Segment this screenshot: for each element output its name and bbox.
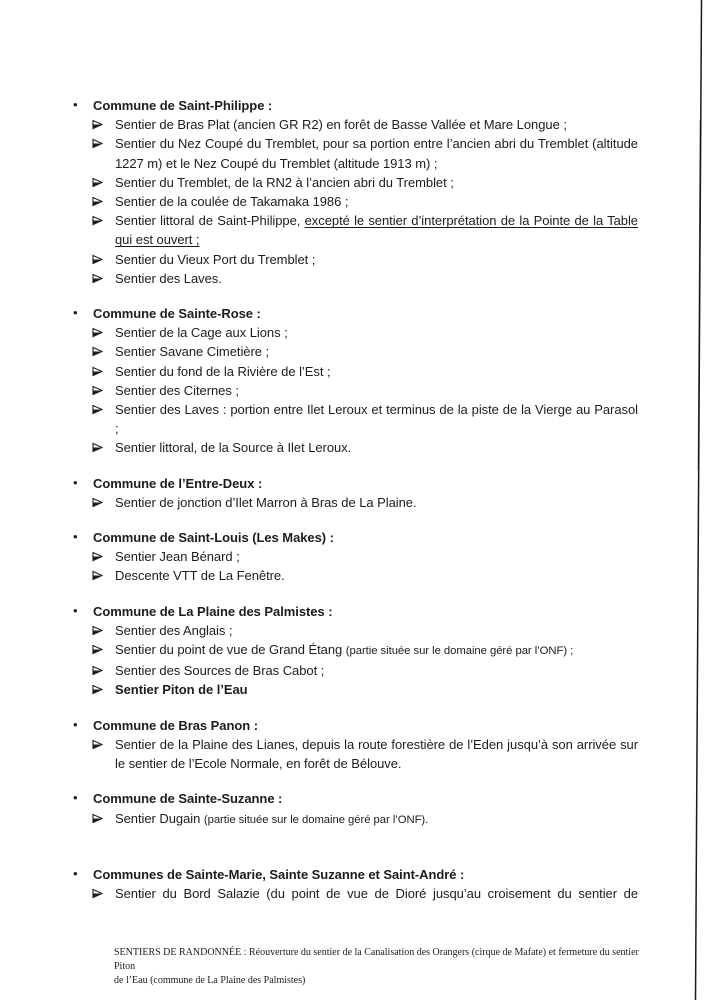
trail-item bbox=[72, 438, 638, 457]
trail-item bbox=[72, 680, 638, 699]
arrow-bullet-icon bbox=[92, 625, 103, 636]
trail-item bbox=[72, 547, 638, 566]
trail-item bbox=[72, 640, 638, 661]
trail-item-text: Sentier du Bord Salazie (du point de vue de Dioré jusqu’au croisement du sentier de bbox=[115, 885, 638, 901]
commune-title bbox=[72, 474, 638, 493]
arrow-bullet-icon bbox=[92, 346, 103, 357]
commune-title bbox=[72, 528, 638, 547]
trail-item bbox=[72, 493, 638, 512]
trail-item bbox=[72, 809, 638, 830]
trail-item-text: Sentier des Anglais ; bbox=[115, 622, 233, 638]
trail-item-text: Sentier de la Plaine des Lianes, depuis la route forestière de l’Eden jusqu’à son arrivée sur le sentier de l’Ecole Normale, en forêt de Bélouve. bbox=[115, 736, 638, 772]
commune-section bbox=[72, 602, 638, 700]
commune-title bbox=[72, 304, 638, 323]
trail-item bbox=[72, 342, 638, 361]
trail-item bbox=[72, 323, 638, 342]
trail-item-text: excepté le sentier d’interprétation de la Pointe de la Table qui est ouvert ; bbox=[115, 213, 638, 248]
arrow-bullet-icon bbox=[92, 196, 103, 207]
arrow-bullet-icon bbox=[92, 442, 103, 453]
commune-title-text: Communes de Sainte-Marie, Sainte Suzanne et Saint-André : bbox=[93, 866, 465, 882]
commune-title bbox=[72, 716, 638, 735]
arrow-bullet-icon bbox=[92, 888, 103, 899]
arrow-bullet-icon bbox=[92, 273, 103, 284]
trail-item-text: Sentier des Citernes ; bbox=[115, 382, 239, 398]
bullet-icon: • bbox=[73, 790, 78, 806]
trail-item bbox=[72, 211, 638, 249]
commune-section bbox=[72, 528, 638, 586]
trail-item bbox=[72, 362, 638, 381]
arrow-bullet-icon bbox=[92, 570, 103, 581]
trail-item-text: Sentier Jean Bénard ; bbox=[115, 549, 240, 565]
trail-item-text: Sentier du fond de la Rivière de l’Est ; bbox=[115, 363, 331, 379]
trail-item bbox=[72, 661, 638, 680]
commune-title-text: Commune de l’Entre-Deux : bbox=[93, 475, 263, 491]
arrow-bullet-icon bbox=[92, 119, 103, 130]
commune-title-text: Commune de Sainte-Suzanne : bbox=[93, 791, 283, 807]
trail-item bbox=[72, 884, 638, 903]
commune-section bbox=[72, 474, 638, 512]
footer-line: SENTIERS DE RANDONNÉE : Réouverture du sentier de la Canalisation des Orangers (cirque de Mafate) et fermeture du sentier Piton bbox=[114, 947, 639, 972]
trail-item-text: Sentier des Laves : portion entre Ilet Leroux et terminus de la piste de la Vierge au Parasol ; bbox=[115, 402, 638, 437]
commune-section bbox=[72, 789, 638, 829]
arrow-bullet-icon bbox=[92, 215, 103, 226]
trail-item bbox=[72, 621, 638, 640]
trail-item-text: (partie située sur le domaine géré par l’ONF) ; bbox=[345, 645, 574, 658]
trail-item bbox=[72, 269, 638, 288]
arrow-bullet-icon bbox=[92, 644, 103, 655]
arrow-bullet-icon bbox=[92, 813, 103, 824]
trail-item-text: Sentier littoral de Saint-Philippe, bbox=[115, 213, 305, 229]
trail-item-text: Sentier de la Cage aux Lions ; bbox=[115, 325, 288, 341]
trail-item-text: Sentier du Vieux Port du Tremblet ; bbox=[115, 251, 316, 267]
trail-item-text: Sentier Piton de l’Eau bbox=[115, 682, 248, 698]
arrow-bullet-icon bbox=[92, 327, 103, 338]
commune-title bbox=[72, 865, 638, 884]
trail-item-text: Sentier des Sources de Bras Cabot ; bbox=[115, 663, 325, 679]
bullet-icon: • bbox=[73, 97, 78, 112]
trail-item-text: Sentier de Bras Plat (ancien GR R2) en forêt de Basse Vallée et Mare Longue ; bbox=[115, 117, 567, 133]
trail-item-text: Sentier Dugain bbox=[115, 810, 204, 826]
commune-title bbox=[72, 96, 638, 115]
arrow-bullet-icon bbox=[92, 684, 103, 695]
commune-title-text: Commune de Sainte-Rose : bbox=[93, 306, 261, 322]
commune-title bbox=[72, 602, 638, 621]
trail-item bbox=[72, 735, 638, 773]
arrow-bullet-icon bbox=[92, 177, 103, 188]
trail-item bbox=[72, 400, 638, 438]
bullet-icon: • bbox=[73, 529, 78, 545]
trail-item-text: Sentier du Nez Coupé du Tremblet, pour sa portion entre l’ancien abri du Tremblet (altitude 1227 m) et le Nez Coupé du Tremblet (altitude 1913 m) ; bbox=[115, 136, 638, 171]
arrow-bullet-icon bbox=[92, 497, 103, 508]
arrow-bullet-icon bbox=[92, 551, 103, 562]
commune-section bbox=[72, 304, 638, 458]
trail-item-text: Sentier Savane Cimetière ; bbox=[115, 344, 270, 360]
trail-item-text: Sentier du Tremblet, de la RN2 à l’ancien abri du Tremblet ; bbox=[115, 174, 454, 190]
arrow-bullet-icon bbox=[92, 385, 103, 396]
trail-item bbox=[72, 381, 638, 400]
bullet-icon: • bbox=[73, 474, 78, 490]
arrow-bullet-icon bbox=[92, 404, 103, 415]
trail-item-text: Sentier de la coulée de Takamaka 1986 ; bbox=[115, 194, 349, 210]
bullet-icon: • bbox=[73, 865, 78, 881]
trail-item-text: (partie située sur le domaine géré par l’ONF). bbox=[203, 813, 429, 826]
trail-item-text: Sentier de jonction d’Ilet Marron à Bras de La Plaine. bbox=[115, 494, 417, 510]
arrow-bullet-icon bbox=[92, 138, 103, 149]
footer-line: de l’Eau (commune de La Plaine des Palmistes) bbox=[114, 975, 306, 986]
trail-item bbox=[72, 173, 638, 192]
commune-title bbox=[72, 789, 638, 808]
sections bbox=[72, 96, 638, 919]
commune-title-text: Commune de Bras Panon : bbox=[93, 717, 258, 733]
commune-title-text: Commune de Saint-Philippe : bbox=[93, 98, 273, 113]
trail-item bbox=[72, 115, 638, 134]
trail-item-text: Sentier littoral, de la Source à Ilet Leroux. bbox=[115, 440, 352, 456]
arrow-bullet-icon bbox=[92, 739, 103, 750]
bullet-icon: • bbox=[73, 716, 78, 732]
trail-item bbox=[72, 566, 638, 585]
trail-item bbox=[72, 250, 638, 269]
trail-item bbox=[72, 192, 638, 211]
commune-section bbox=[72, 96, 638, 288]
commune-section bbox=[72, 865, 638, 903]
arrow-bullet-icon bbox=[92, 366, 103, 377]
trail-item-text: Sentier du point de vue de Grand Étang bbox=[115, 642, 346, 658]
commune-section bbox=[72, 716, 638, 774]
arrow-bullet-icon bbox=[92, 665, 103, 676]
commune-title-text: Commune de La Plaine des Palmistes : bbox=[93, 603, 333, 619]
bullet-icon: • bbox=[73, 602, 78, 618]
trail-item bbox=[72, 134, 638, 172]
trail-item-text: Descente VTT de La Fenêtre. bbox=[115, 568, 285, 584]
commune-title-text: Commune de Saint-Louis (Les Makes) : bbox=[93, 530, 334, 546]
trail-item-text: Sentier des Laves. bbox=[115, 270, 222, 286]
bullet-icon: • bbox=[73, 305, 78, 321]
footer-note bbox=[114, 946, 654, 988]
arrow-bullet-icon bbox=[92, 254, 103, 265]
